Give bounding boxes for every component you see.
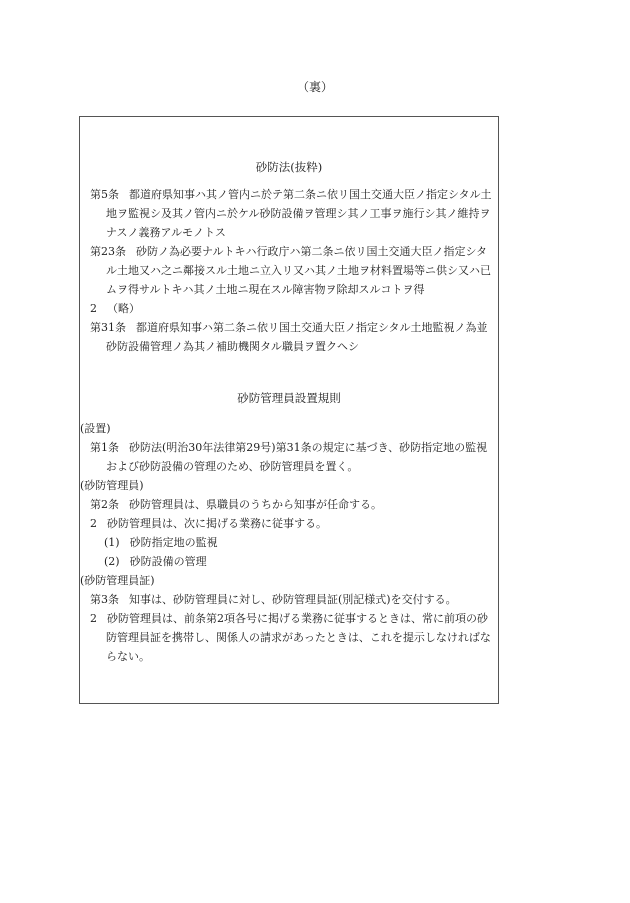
paragraph-number: 2 <box>90 302 97 315</box>
rule-article-2-para-2 <box>84 514 494 533</box>
rule-item-1 <box>84 533 494 552</box>
law-excerpt-articles <box>90 185 492 356</box>
rule-article-2 <box>84 495 494 514</box>
law-article-23-para-2 <box>90 299 492 318</box>
law-article-23 <box>90 242 492 299</box>
paragraph-number: 2 <box>90 517 97 530</box>
article-text: 砂防管理員は、県職員のうちから知事が任命する。 <box>129 498 382 511</box>
article-text: 都道府県知事ハ其ノ管内ニ於テ第二条ニ依リ国土交通大臣ノ指定シタル土地ヲ監視シ及其ノ管内ニ於ケル砂防設備ヲ管理シ其ノ工事ヲ施行シ其ノ維持ヲナスノ義務アルモノトス <box>106 188 492 239</box>
rule-article-1 <box>84 438 494 476</box>
article-number: 第31条 <box>90 321 126 334</box>
article-number: 第2条 <box>90 498 119 511</box>
paragraph-text: 砂防管理員は、次に掲げる業務に従事する。 <box>107 517 327 530</box>
article-number: 第5条 <box>90 188 119 201</box>
law-article-31 <box>90 318 492 356</box>
rule-article-3-para-2 <box>84 609 494 666</box>
rule-article-3 <box>84 590 494 609</box>
rules-body <box>80 419 494 666</box>
rule-item-2 <box>84 552 494 571</box>
article-number: 第1条 <box>90 441 119 454</box>
article-text: 知事は、砂防管理員に対し、砂防管理員証(別記様式)を交付する。 <box>129 593 457 606</box>
article-text: 都道府県知事ハ第二条ニ依リ国土交通大臣ノ指定シタル土地監視ノ為並砂防設備管理ノ為其ノ補助機関タル職員ヲ置クヘシ <box>106 321 488 353</box>
document-frame <box>79 116 499 704</box>
paragraph-text: 砂防管理員は、前条第2項各号に掲げる業務に従事するときは、常に前項の砂防管理員証を携帯し、関係人の請求があったときは、これを提示しなければならない。 <box>106 612 491 663</box>
item-text: 砂防指定地の監視 <box>129 536 218 549</box>
item-text: 砂防設備の管理 <box>129 555 207 568</box>
page-side-label: （裏） <box>296 80 333 94</box>
item-number: (2) <box>104 555 120 568</box>
caption-setting: (設置) <box>80 422 111 435</box>
article-text: 砂防ノ為必要ナルトキハ行政庁ハ第二条ニ依リ国土交通大臣ノ指定シタル土地又ハ之ニ鄰接スル土地ニ立入リ又ハ其ノ土地ヲ材料置場等ニ供シ又ハ已ムヲ得サルトキハ其ノ土地ニ現在スル障害物ヲ除却スルコトヲ得 <box>106 245 491 296</box>
rules-title: 砂防管理員設置規則 <box>237 391 341 405</box>
article-number: 第23条 <box>90 245 126 258</box>
article-text: 砂防法(明治30年法律第29号)第31条の規定に基づき、砂防指定地の監視および砂防設備の管理のため、砂防管理員を置く。 <box>106 441 488 473</box>
caption-officer: (砂防管理員) <box>80 479 144 492</box>
article-number: 第3条 <box>90 593 119 606</box>
law-article-5 <box>90 185 492 242</box>
caption-certificate: (砂防管理員証) <box>80 574 155 587</box>
paragraph-text: （略） <box>107 302 140 315</box>
item-number: (1) <box>104 536 120 549</box>
law-excerpt-title: 砂防法(抜粋) <box>255 160 323 174</box>
paragraph-number: 2 <box>90 612 97 625</box>
